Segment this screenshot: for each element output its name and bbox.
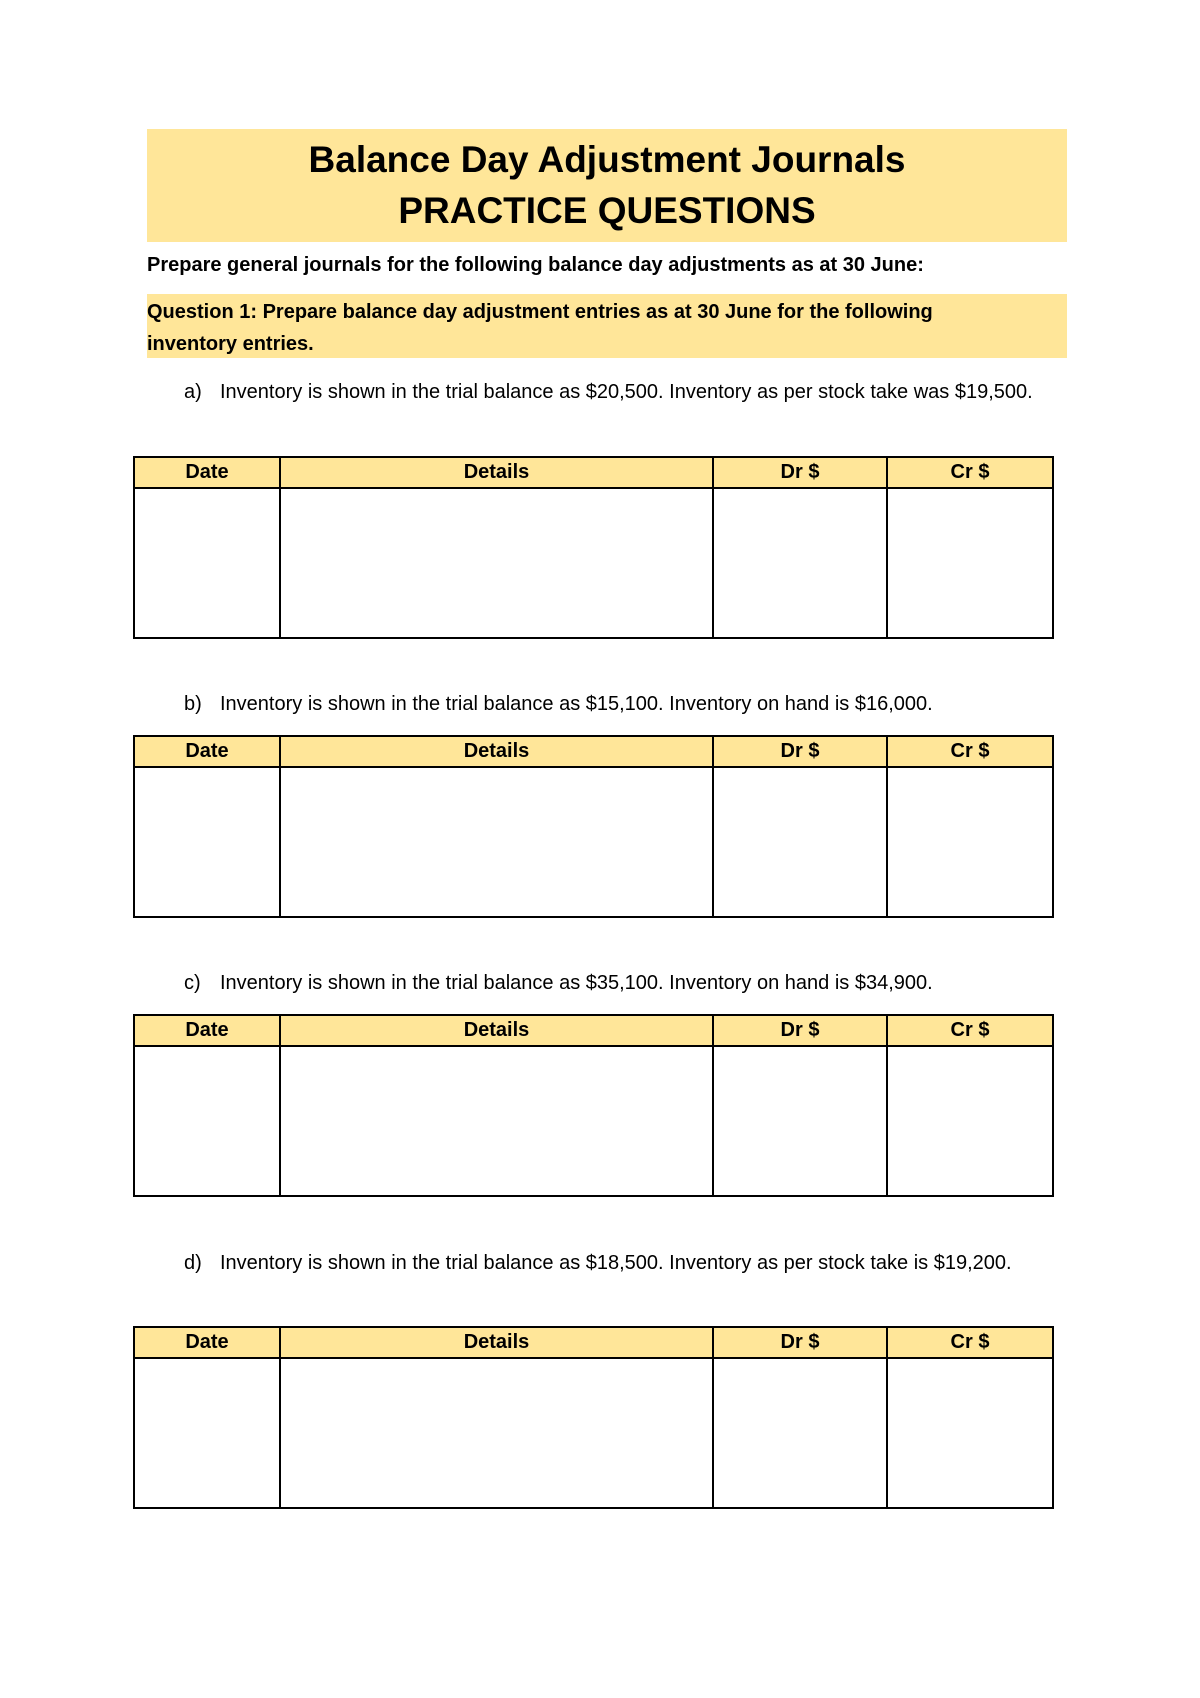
cr-cell[interactable] (888, 1047, 1052, 1195)
details-column-header: Details (281, 458, 714, 487)
instruction-text: Prepare general journals for the following balance day adjustments as at 30 June: (147, 254, 924, 276)
cr-column-header: Cr $ (950, 1331, 990, 1353)
details-column-header: Details (281, 737, 714, 766)
details-cell[interactable] (281, 768, 714, 916)
journal-table-d (133, 1326, 1054, 1509)
date-column-header: Date (135, 1016, 281, 1045)
dr-cell[interactable] (714, 1359, 888, 1507)
dr-column-header: Dr $ (714, 1328, 888, 1357)
date-column-header: Date (135, 458, 281, 487)
page-subtitle: PRACTICE QUESTIONS (398, 190, 816, 231)
journal-table-b (133, 735, 1054, 918)
question-text: Question 1: Prepare balance day adjustment entries as at 30 June for the following inventory entries. (147, 301, 933, 355)
journal-header-row (135, 1016, 1052, 1047)
question-item-d (184, 1247, 1044, 1279)
journal-entry-row (135, 1047, 1052, 1195)
journal-header-row (135, 737, 1052, 768)
journal-entry-row (135, 489, 1052, 637)
journal-entry-row (135, 1359, 1052, 1507)
item-marker: c) (184, 972, 201, 994)
dr-column-header: Dr $ (714, 1016, 888, 1045)
question-item-b (184, 688, 1044, 720)
item-text: Inventory is shown in the trial balance as $18,500. Inventory as per stock take is $19,200. (220, 1252, 1012, 1274)
details-column-header: Details (281, 1016, 714, 1045)
journal-table-c (133, 1014, 1054, 1197)
date-cell[interactable] (135, 489, 281, 637)
dr-cell[interactable] (714, 768, 888, 916)
details-column-header: Details (281, 1328, 714, 1357)
item-text: Inventory is shown in the trial balance as $35,100. Inventory on hand is $34,900. (220, 972, 933, 994)
question-banner (147, 294, 1067, 358)
question-item-c (184, 967, 1044, 999)
cr-column-header: Cr $ (950, 461, 990, 483)
date-cell[interactable] (135, 768, 281, 916)
journal-header-row (135, 458, 1052, 489)
item-marker: d) (184, 1252, 202, 1274)
question-item-a (184, 376, 1044, 408)
cr-column-header: Cr $ (950, 740, 990, 762)
item-text: Inventory is shown in the trial balance as $15,100. Inventory on hand is $16,000. (220, 693, 933, 715)
date-column-header: Date (135, 737, 281, 766)
details-cell[interactable] (281, 489, 714, 637)
details-cell[interactable] (281, 1359, 714, 1507)
dr-column-header: Dr $ (714, 458, 888, 487)
dr-cell[interactable] (714, 489, 888, 637)
cr-cell[interactable] (888, 768, 1052, 916)
journal-header-row (135, 1328, 1052, 1359)
date-column-header: Date (135, 1328, 281, 1357)
title-banner (147, 129, 1067, 242)
cr-cell[interactable] (888, 1359, 1052, 1507)
journal-table-a (133, 456, 1054, 639)
journal-entry-row (135, 768, 1052, 916)
dr-column-header: Dr $ (714, 737, 888, 766)
dr-cell[interactable] (714, 1047, 888, 1195)
page-title: Balance Day Adjustment Journals (308, 139, 906, 180)
item-marker: b) (184, 693, 202, 715)
item-text: Inventory is shown in the trial balance as $20,500. Inventory as per stock take was $19,500. (220, 381, 1033, 403)
cr-cell[interactable] (888, 489, 1052, 637)
date-cell[interactable] (135, 1047, 281, 1195)
cr-column-header: Cr $ (950, 1019, 990, 1041)
date-cell[interactable] (135, 1359, 281, 1507)
item-marker: a) (184, 381, 202, 403)
details-cell[interactable] (281, 1047, 714, 1195)
